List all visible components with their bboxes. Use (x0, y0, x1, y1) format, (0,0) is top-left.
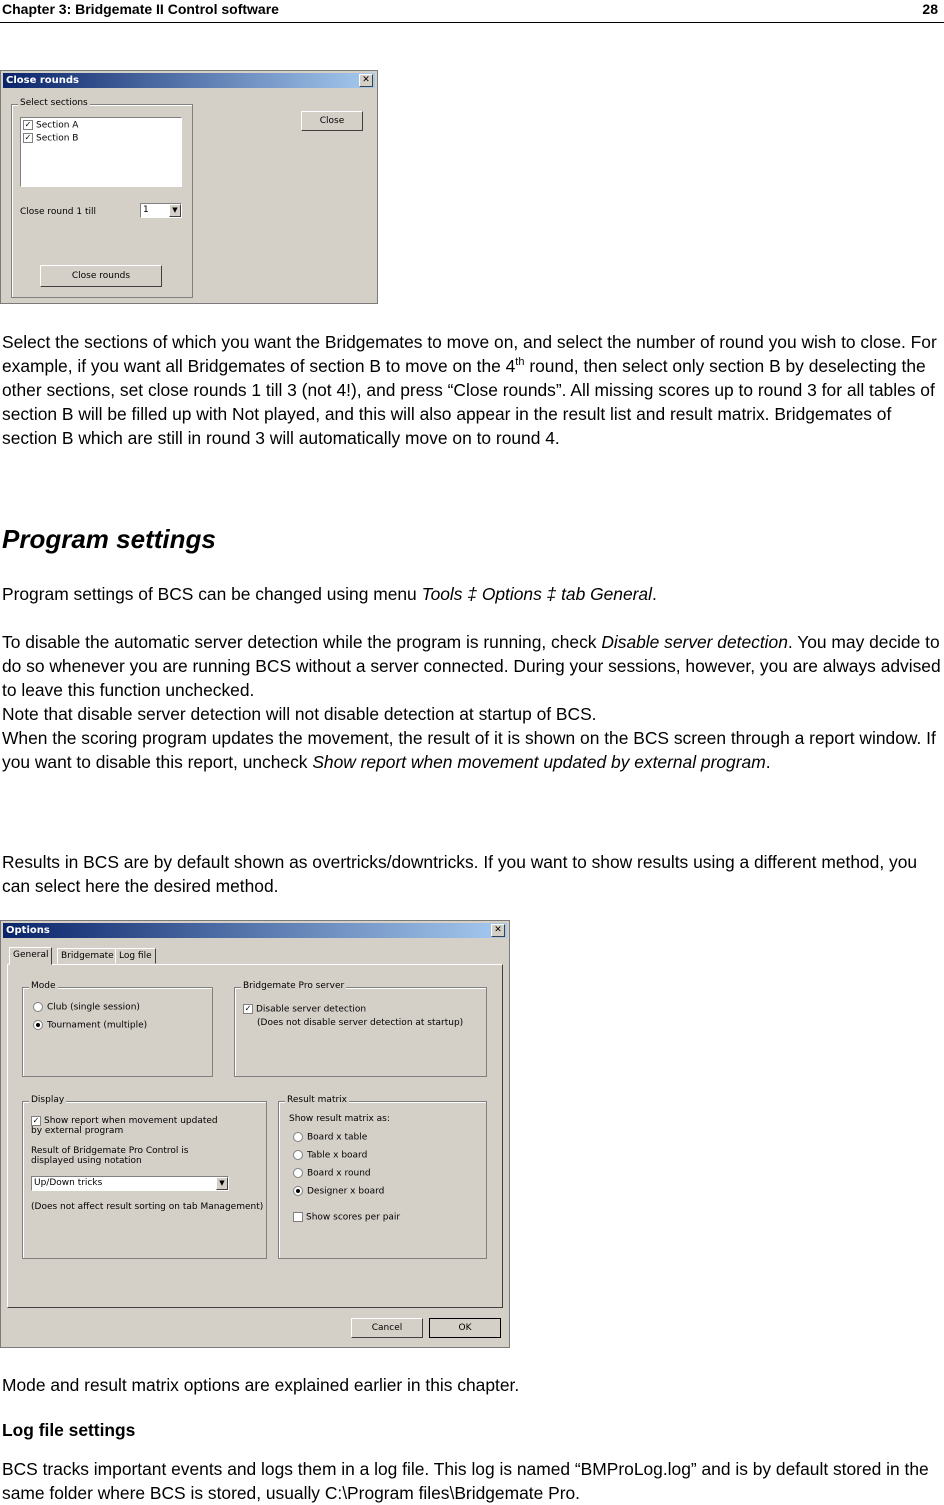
result-matrix-group (278, 1095, 487, 1259)
radio-option[interactable]: Board x round (293, 1168, 371, 1179)
ok-button[interactable]: OK (429, 1318, 501, 1338)
server-group (234, 981, 487, 1077)
paragraph: Results in BCS are by default shown as overtricks/downtricks. If you want to show results using a different method, you can select here the desired method. (2, 852, 918, 896)
options-dialog (0, 920, 510, 1348)
radio-icon[interactable] (33, 1002, 43, 1012)
radio-option[interactable]: Tournament (multiple) (33, 1020, 147, 1031)
radio-selected-icon[interactable] (33, 1020, 43, 1030)
hint-text: (Does not disable server detection at startup) (257, 1018, 464, 1028)
notation-select[interactable]: Up/Down tricks ▼ (31, 1176, 229, 1191)
radio-icon[interactable] (293, 1132, 303, 1142)
checkbox-option[interactable]: Show scores per pair (293, 1212, 400, 1223)
checkbox-icon[interactable] (293, 1212, 303, 1222)
checkbox-checked-icon[interactable]: ✓ (32, 1116, 40, 1125)
notation-label: Result of Bridgemate Pro Control is displayed using notation (31, 1146, 189, 1166)
section-heading: Program settings (2, 524, 216, 554)
section-label: Section B (36, 133, 79, 144)
group-label: Select sections (20, 98, 88, 108)
close-round-label: Close round 1 till (20, 207, 96, 217)
checkbox-option[interactable]: ✓ Disable server detection (244, 1004, 367, 1015)
checkbox-checked-icon[interactable]: ✓ (244, 1004, 252, 1013)
subsection-heading: Log file settings (2, 1420, 136, 1440)
paragraph: Mode and result matrix options are explained earlier in this chapter. (2, 1375, 520, 1395)
tab-general[interactable]: General (9, 947, 52, 965)
radio-option[interactable]: Board x table (293, 1132, 367, 1143)
radio-option[interactable]: Table x board (293, 1150, 367, 1161)
close-rounds-button[interactable]: Close rounds (40, 265, 162, 287)
tab-panel (7, 964, 503, 1308)
list-item[interactable] (23, 120, 78, 131)
paragraph: When the scoring program updates the movement, the result of it is shown on the BCS screen through a report window. If you want to disable this report, uncheck Show report when movement updated by external program. (2, 728, 936, 772)
paragraph: BCS tracks important events and logs them in a log file. This log is named “BMProLog.log” and is by default stored in the same folder where BCS is stored, usually C:\Program files\Bridgemate Pro. (2, 1459, 929, 1503)
tab-log-file[interactable]: Log file (115, 948, 156, 964)
chapter-title: Chapter 3: Bridgemate II Control software (2, 1, 279, 17)
dialog-title: Options (6, 925, 50, 936)
dialog-title: Close rounds (6, 75, 80, 86)
radio-icon[interactable] (293, 1150, 303, 1160)
page-header (0, 0, 944, 23)
page-number: 28 (922, 1, 938, 17)
checkbox-checked-icon[interactable]: ✓ (24, 120, 32, 129)
close-round-select[interactable]: 1 ▼ (140, 203, 182, 218)
cancel-button[interactable]: Cancel (351, 1318, 423, 1338)
dialog-title-bar (3, 923, 507, 938)
checkbox-checked-icon[interactable]: ✓ (24, 133, 32, 142)
matrix-label: Show result matrix as: (289, 1114, 390, 1124)
mode-group (22, 981, 213, 1077)
tab-bridgemate[interactable]: Bridgemate (57, 948, 118, 964)
select-sections-group (11, 98, 193, 298)
sections-list[interactable] (20, 117, 182, 187)
close-icon[interactable]: ✕ (359, 74, 373, 87)
close-rounds-dialog (0, 70, 378, 304)
chevron-down-icon[interactable]: ▼ (169, 204, 181, 217)
radio-option[interactable]: Designer x board (293, 1186, 384, 1197)
display-group (22, 1095, 267, 1259)
close-icon[interactable]: ✕ (491, 924, 505, 937)
chevron-down-icon[interactable]: ▼ (216, 1177, 228, 1190)
radio-icon[interactable] (293, 1168, 303, 1178)
paragraph: Program settings of BCS can be changed using menu Tools ‡ Options ‡ tab General. (2, 584, 657, 604)
paragraph: Select the sections of which you want the Bridgemates to move on, and select the number of round you wish to close. For example, if you want all Bridgemates of section B to move on the 4th round, then select only section B by deselecting the other sections, set close rounds 1 till 3 (not 4!), and press “Close rounds”. All missing scores up to round 3 for all tables of section B will be filled up with Not played, and this will also appear in the result list and result matrix. Bridgemates of section B which are still in round 3 will automatically move on to round 4. (2, 332, 937, 448)
close-button[interactable]: Close (301, 111, 363, 131)
checkbox-option[interactable]: ✓ Show report when movement updated by external program (31, 1116, 218, 1136)
group-label: Bridgemate Pro server (243, 981, 345, 991)
dialog-title-bar (3, 73, 375, 88)
radio-selected-icon[interactable] (293, 1186, 303, 1196)
paragraph: To disable the automatic server detection while the program is running, check Disable server detection. You may decide to do so whenever you are running BCS without a server connected. During your sessions, however, you are always advised to leave this function unchecked. Note that disable server detection will not disable detection at startup of BCS. (2, 632, 941, 724)
group-label: Mode (31, 981, 56, 991)
hint-text: (Does not affect result sorting on tab Management) (31, 1202, 264, 1212)
list-item[interactable] (23, 133, 78, 144)
group-label: Display (31, 1095, 65, 1105)
group-label: Result matrix (287, 1095, 348, 1105)
section-label: Section A (36, 120, 79, 131)
radio-option[interactable]: Club (single session) (33, 1002, 140, 1013)
